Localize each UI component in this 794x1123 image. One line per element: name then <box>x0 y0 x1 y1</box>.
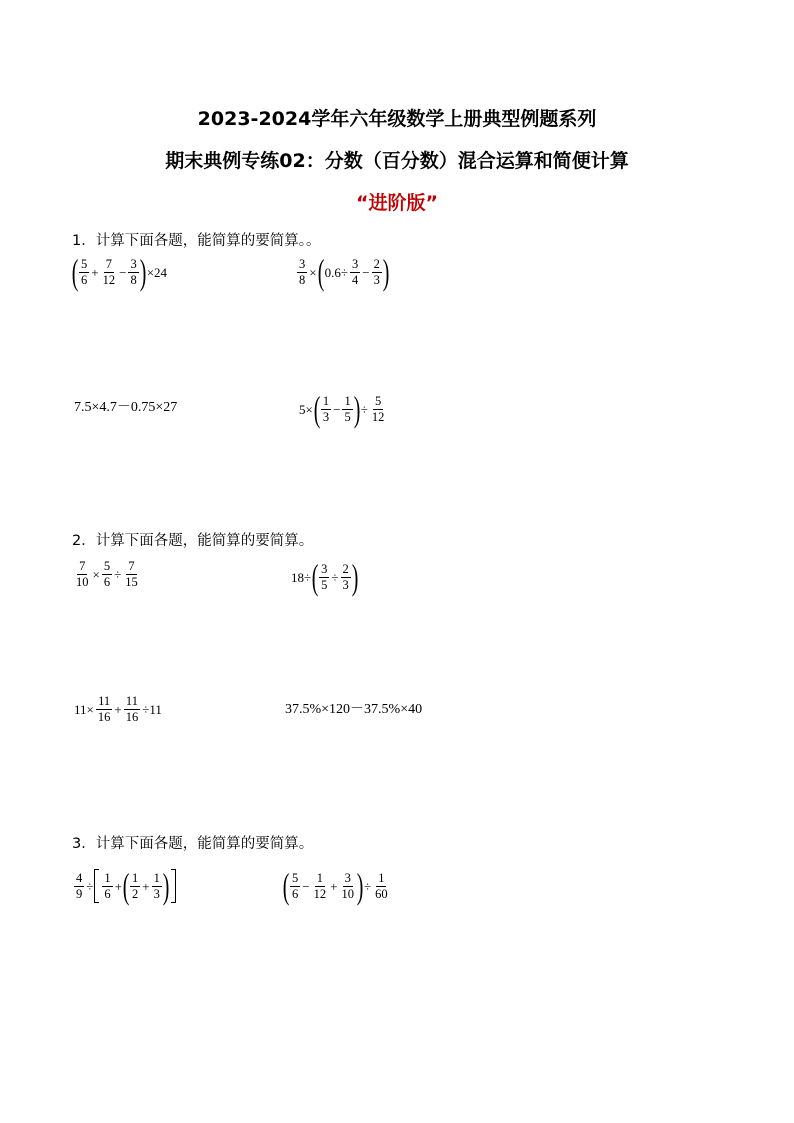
fraction: $\frac{5}{6}$ <box>103 559 111 589</box>
fraction: $\frac{3}{4}$ <box>351 256 359 287</box>
document-subtitle: 期末典例专练02：分数（百分数）混合运算和简便计算 <box>165 150 629 172</box>
expression-1c: 7.5×4.7－0.75×27 <box>74 400 178 415</box>
fraction: $\frac{1}{3}$ <box>153 870 160 901</box>
fraction: $\frac{5}{12}$ <box>371 393 385 424</box>
fraction: $\frac{2}{3}$ <box>342 561 349 592</box>
question-3-heading: 3．计算下面各题，能简算的要简算。 <box>72 836 314 852</box>
fraction: $\frac{3}{8}$ <box>299 256 306 287</box>
fraction: $\frac{1}{2}$ <box>131 870 139 901</box>
fraction: $\frac{7}{10}$ <box>76 559 89 589</box>
fraction: $\frac{1}{5}$ <box>344 393 351 424</box>
fraction: $\frac{3}{5}$ <box>321 561 328 592</box>
expression-2c: 11× $\frac{11}{16}$ + $\frac{11}{16}$ ÷11 <box>74 694 162 724</box>
expression-1a: ( $\frac{5}{6}$ + $\frac{7}{12}$ − $\frac{3}{8}$ ) ×24 <box>71 252 168 292</box>
fraction: $\frac{1}{6}$ <box>104 870 111 901</box>
fraction: $\frac{3}{8}$ <box>130 256 137 287</box>
expression-2b: 18÷ ( $\frac{3}{5}$ ÷ $\frac{2}{3}$ ) <box>291 557 359 597</box>
fraction: $\frac{5}{6}$ <box>81 256 88 287</box>
expression-2a: $\frac{7}{10}$ × $\frac{5}{6}$ ÷ $\frac{7}{15}$ <box>76 559 138 589</box>
expression-1d: 5× ( $\frac{1}{3}$ − $\frac{1}{5}$ ) ÷ $\frac{5}{12}$ <box>299 389 385 429</box>
fraction: $\frac{1}{3}$ <box>322 393 330 424</box>
fraction: $\frac{11}{16}$ <box>97 694 111 724</box>
expression-2d: 37.5%×120－37.5%×40 <box>285 702 423 717</box>
fraction: $\frac{11}{16}$ <box>125 694 139 724</box>
fraction: $\frac{7}{12}$ <box>102 256 116 287</box>
left-bracket <box>94 869 99 903</box>
right-bracket <box>171 869 176 903</box>
edition-label: “进阶版” <box>356 192 438 214</box>
expression-1b: $\frac{3}{8}$ × ( 0.6÷ $\frac{3}{4}$ − $\frac{2}{3}$ ) <box>299 252 390 292</box>
fraction: $\frac{4}{9}$ <box>76 870 83 901</box>
expression-3b: ( $\frac{5}{6}$ − $\frac{1}{12}$ + $\frac{3}{10}$ ) ÷ $\frac{1}{60}$ <box>282 866 388 906</box>
fraction: $\frac{7}{15}$ <box>125 559 138 589</box>
question-2-heading: 2．计算下面各题，能简算的要简算。 <box>72 533 314 549</box>
fraction: $\frac{5}{6}$ <box>292 870 299 901</box>
fraction: $\frac{3}{10}$ <box>341 870 354 901</box>
fraction: $\frac{1}{60}$ <box>375 870 388 901</box>
expression-3a: $\frac{4}{9}$ ÷ $\frac{1}{6}$ + ( $\frac{1}{2}$ + $\frac{1}{3}$ ) <box>73 868 176 904</box>
fraction: $\frac{1}{12}$ <box>313 870 327 901</box>
fraction: $\frac{2}{3}$ <box>373 256 380 287</box>
document-title: 2023-2024学年六年级数学上册典型例题系列 <box>197 108 597 130</box>
question-1-heading: 1．计算下面各题，能简算的要简算。。 <box>72 233 321 249</box>
